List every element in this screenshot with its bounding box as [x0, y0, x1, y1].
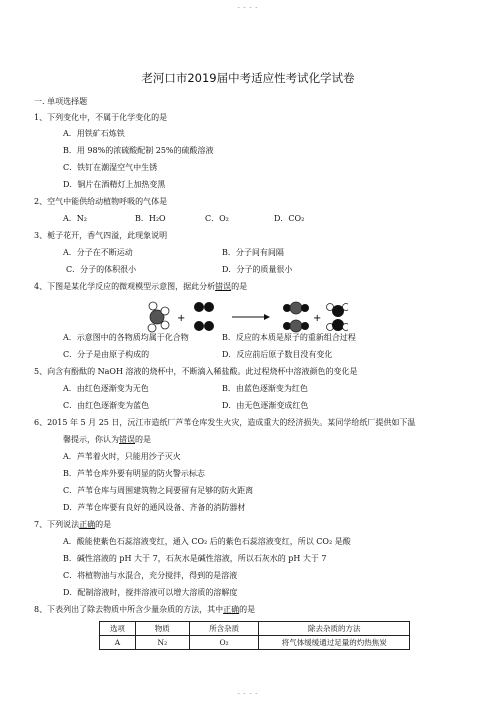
q8-stem: 8、下表列出了除去物质中所含少量杂质的方法，其中正确的是: [34, 605, 256, 614]
q4-option-a: A．示意图中的各物质均属于化合物: [63, 333, 189, 342]
table-cell: N₂: [135, 636, 189, 650]
plus-sign-2: +: [313, 313, 322, 324]
table-header: 选项: [100, 622, 136, 636]
q5-stem: 5、向含有酚酞的 NaOH 溶液的烧杯中，不断滴入稀盐酸。此过程烧杯中溶液颜色的变化是: [34, 367, 358, 376]
q6-option-d: D．芦苇仓库要有良好的通风设备、齐备的消防器材: [63, 503, 246, 512]
reaction-arrow: [232, 314, 270, 320]
header-mark: - - - -: [237, 4, 259, 11]
q7-option-b: B．碱性溶液的 pH 大于 7，石灰水是碱性溶液，所以石灰水的 pH 大于 7: [63, 554, 327, 563]
q3-option-c: C．分子的体积很小: [66, 265, 137, 274]
table-header: 所含杂质: [189, 622, 259, 636]
q3-option-d: D．分子的质量很小: [222, 265, 293, 274]
q6-emphasis: 错误: [119, 435, 135, 444]
reaction-diagram: [146, 297, 348, 337]
product-molecule-1: [283, 302, 309, 332]
section-heading: 一. 单项选择题: [34, 97, 88, 106]
table-header: 除去杂质的方法: [259, 622, 410, 636]
table-header-row: [100, 622, 410, 636]
q4-emphasis: 错误: [215, 282, 232, 291]
q2-option-c: C．O₂: [205, 214, 229, 223]
table-cell: A: [100, 636, 136, 650]
footer-mark: - - - -: [237, 690, 259, 697]
q1-option-d: D．铜片在酒精灯上加热变黑: [63, 180, 166, 189]
reactant-molecule-1: [148, 302, 169, 332]
q4-option-c: C．分子是由原子构成的: [63, 350, 150, 359]
q3-stem: 3、栀子花开，香气四溢，此现象说明: [34, 231, 168, 240]
table-cell: O₂: [189, 636, 259, 650]
q7-option-a: A．酸能使紫色石蕊溶液变红，通入 CO₂ 后的紫色石蕊溶液变红，所以 CO₂ 是酸: [63, 537, 351, 546]
q2-stem: 2、空气中能供给动植物呼吸的气体是: [34, 197, 168, 206]
q7-option-d: D．配制溶液时，搅拌溶液可以增大溶质的溶解度: [63, 588, 238, 597]
product-molecule-2: [327, 304, 349, 332]
q4-option-b: B．反应的本质是原子的重新组合过程: [222, 333, 356, 342]
q4-option-d: D．反应前后原子数目没有变化: [222, 350, 333, 359]
q4-stem: 4、下图是某化学反应的微观模型示意图，据此分析错误的是: [34, 282, 248, 291]
q1-option-b: B．用 98%的浓硫酸配制 25%的硫酸溶液: [63, 146, 214, 155]
table-row: [100, 636, 410, 650]
q7-emphasis: 正确: [79, 520, 96, 529]
q5-option-d: D．由无色逐渐变成红色: [222, 401, 309, 410]
q2-option-a: A．N₂: [63, 214, 87, 223]
q6-option-c: C．芦苇仓库与周围建筑物之间要留有足够的防火距离: [63, 486, 254, 495]
page-title: 老河口市2019届中考适应性考试化学试卷: [141, 71, 355, 85]
q8-emphasis: 正确: [223, 605, 240, 614]
table-cell: 将气体缓缓通过足量的灼热焦炭: [259, 636, 410, 650]
q5-option-a: A．由红色逐渐变为无色: [63, 384, 149, 393]
q1-option-a: A．用铁矿石炼铁: [63, 129, 125, 138]
q7-stem: 7、下列说法正确的是: [34, 520, 112, 529]
q1-stem: 1、下列变化中，不属于化学变化的是: [34, 113, 168, 122]
q1-option-c: C．铁钉在潮湿空气中生锈: [63, 163, 158, 172]
q2-option-d: D．CO₂: [274, 214, 305, 223]
q6-stem-line1: 6、2015 年 5 月 25 日，沅江市造纸厂芦苇仓库发生火灾，造成重大的经济损失。某同学给纸厂提供如下温: [34, 418, 416, 427]
reactant-molecule-2: [194, 302, 214, 331]
q6-option-a: A．芦苇着火时，只能用沙子灭火: [63, 452, 181, 461]
q3-option-b: B．分子间有间隔: [222, 248, 284, 257]
q6-option-b: B．芦苇仓库外要有明显的防火警示标志: [63, 469, 205, 478]
q7-option-c: C．将植物油与水混合，充分搅拌，得到的是溶液: [63, 571, 238, 580]
table-header: 物质: [135, 622, 189, 636]
plus-sign-1: +: [177, 313, 186, 324]
q2-option-b: B．H₂O: [135, 214, 166, 223]
impurity-table: [99, 621, 410, 650]
q5-option-c: C．由红色逐渐变为蓝色: [63, 401, 150, 410]
q6-stem-line2: 馨提示，你认为错误的是: [63, 435, 151, 444]
q5-option-b: B．由蓝色逐渐变为红色: [222, 384, 308, 393]
q3-option-a: A．分子在不断运动: [63, 248, 133, 257]
